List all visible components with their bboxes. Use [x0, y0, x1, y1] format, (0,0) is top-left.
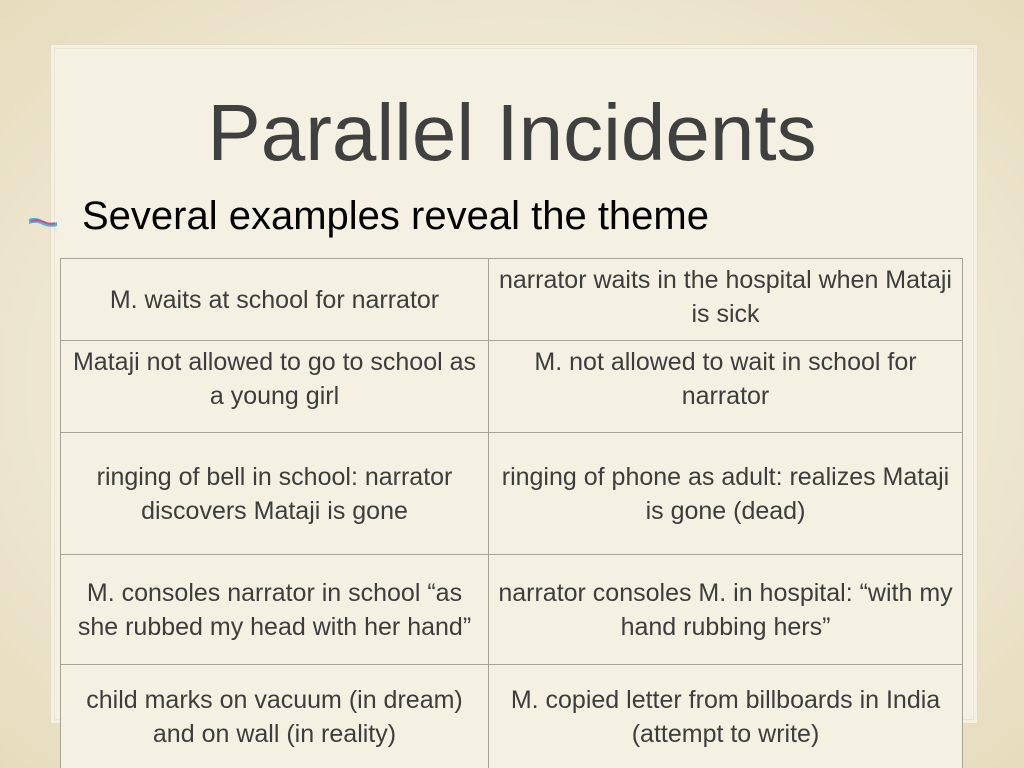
table-row — [61, 665, 963, 768]
table-cell-right: ringing of phone as adult: realizes Mataji is gone (dead) — [489, 433, 963, 555]
table-row — [61, 341, 963, 433]
table-row — [61, 259, 963, 341]
table-row — [61, 433, 963, 555]
table-cell-left: Mataji not allowed to go to school as a young girl — [61, 341, 489, 433]
table-cell-left: M. consoles narrator in school “as she rubbed my head with her hand” — [61, 555, 489, 665]
table-cell-left: M. waits at school for narrator — [61, 259, 489, 341]
table-cell-left: ringing of bell in school: narrator discovers Mataji is gone — [61, 433, 489, 555]
table-row — [61, 555, 963, 665]
parallel-incidents-table — [60, 258, 963, 768]
bullet-swash-icon — [28, 216, 58, 228]
bullet-text: Several examples reveal the theme — [82, 194, 709, 238]
table-cell-right: M. copied letter from billboards in India (attempt to write) — [489, 665, 963, 768]
table-cell-right: narrator waits in the hospital when Mataji is sick — [489, 259, 963, 341]
table-cell-right: M. not allowed to wait in school for narrator — [489, 341, 963, 433]
table-cell-right: narrator consoles M. in hospital: “with my hand rubbing hers” — [489, 555, 963, 665]
slide-title: Parallel Incidents — [207, 88, 817, 177]
table-cell-left: child marks on vacuum (in dream) and on wall (in reality) — [61, 665, 489, 768]
